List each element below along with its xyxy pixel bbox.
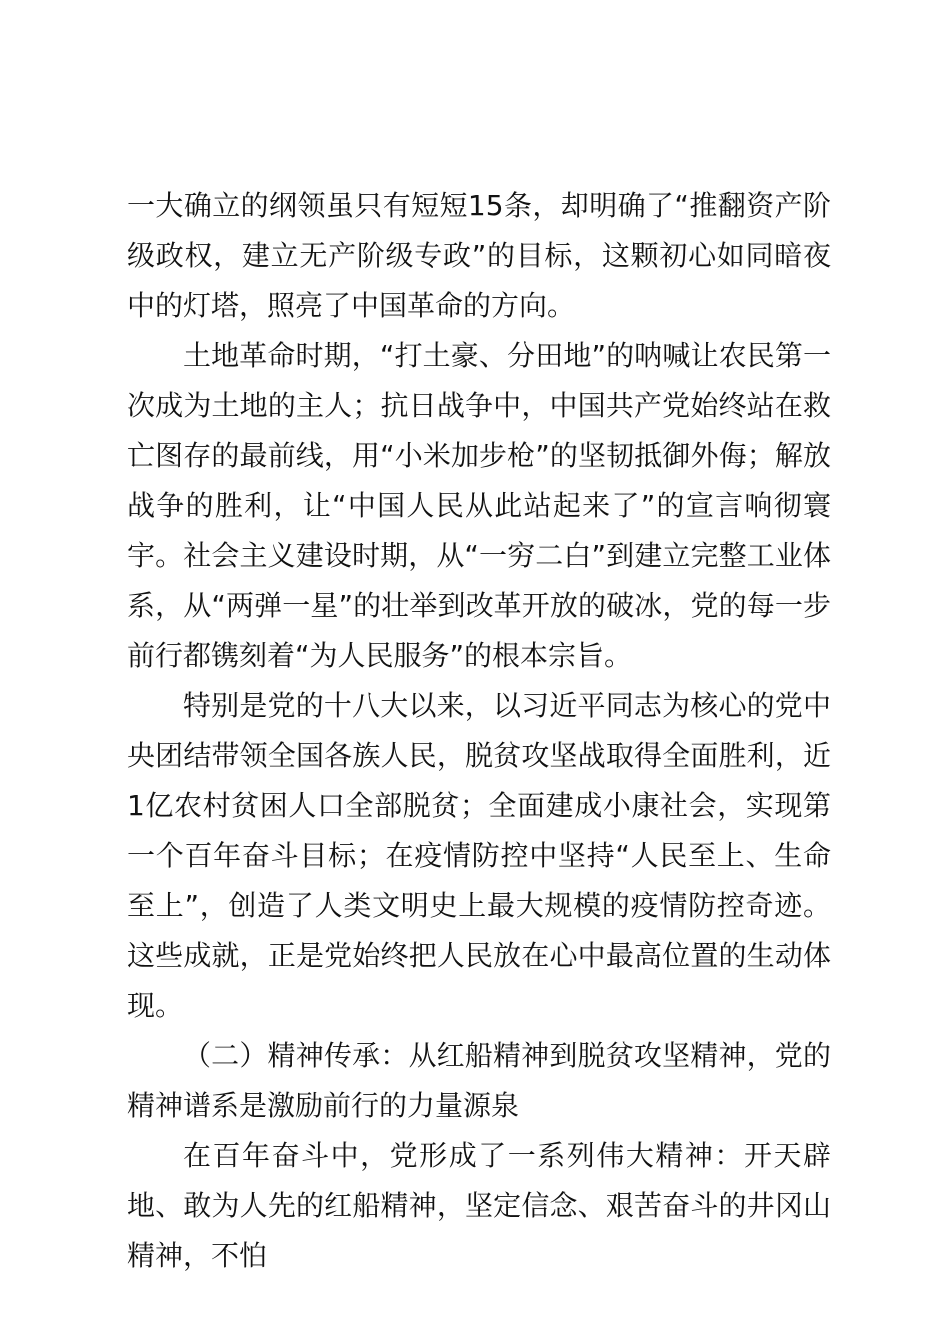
paragraph-continuation: 一大确立的纲领虽只有短短15条，却明确了“推翻资产阶级政权，建立无产阶级专政”的目标，这颗初心如同暗夜中的灯塔，照亮了中国革命的方向。 bbox=[127, 189, 831, 322]
paragraph-party-spirits: 在百年奋斗中，党形成了一系列伟大精神：开天辟地、敢为人先的红船精神，坚定信念、艰苦奋斗的井冈山精神，不怕 bbox=[127, 1139, 831, 1272]
paragraph-revolution-history: 土地革命时期，“打土豪、分田地”的呐喊让农民第一次成为土地的主人；抗日战争中，中国共产党始终站在救亡图存的最前线，用“小米加步枪”的坚韧抵御外侮；解放战争的胜利，让“中国人民从此站起来了”的宣言响彻寰宇。社会主义建设时期，从“一穷二白”到建立完整工业体系，从“两弹一星”的壮举到改革开放的破冰，党的每一步前行都镌刻着“为人民服务”的根本宗旨。 bbox=[127, 339, 831, 672]
section-heading-spirit-inheritance: （二）精神传承：从红船精神到脱贫攻坚精神，党的精神谱系是激励前行的力量源泉 bbox=[127, 1039, 831, 1122]
paragraph-new-era-achievements: 特别是党的十八大以来，以习近平同志为核心的党中央团结带领全国各族人民，脱贫攻坚战取得全面胜利，近1亿农村贫困人口全部脱贫；全面建成小康社会，实现第一个百年奋斗目标；在疫情防控中坚持“人民至上、生命至上”，创造了人类文明史上最大规模的疫情防控奇迹。这些成就，正是党始终把人民放在心中最高位置的生动体现。 bbox=[127, 689, 831, 1022]
document-body bbox=[127, 181, 831, 1281]
